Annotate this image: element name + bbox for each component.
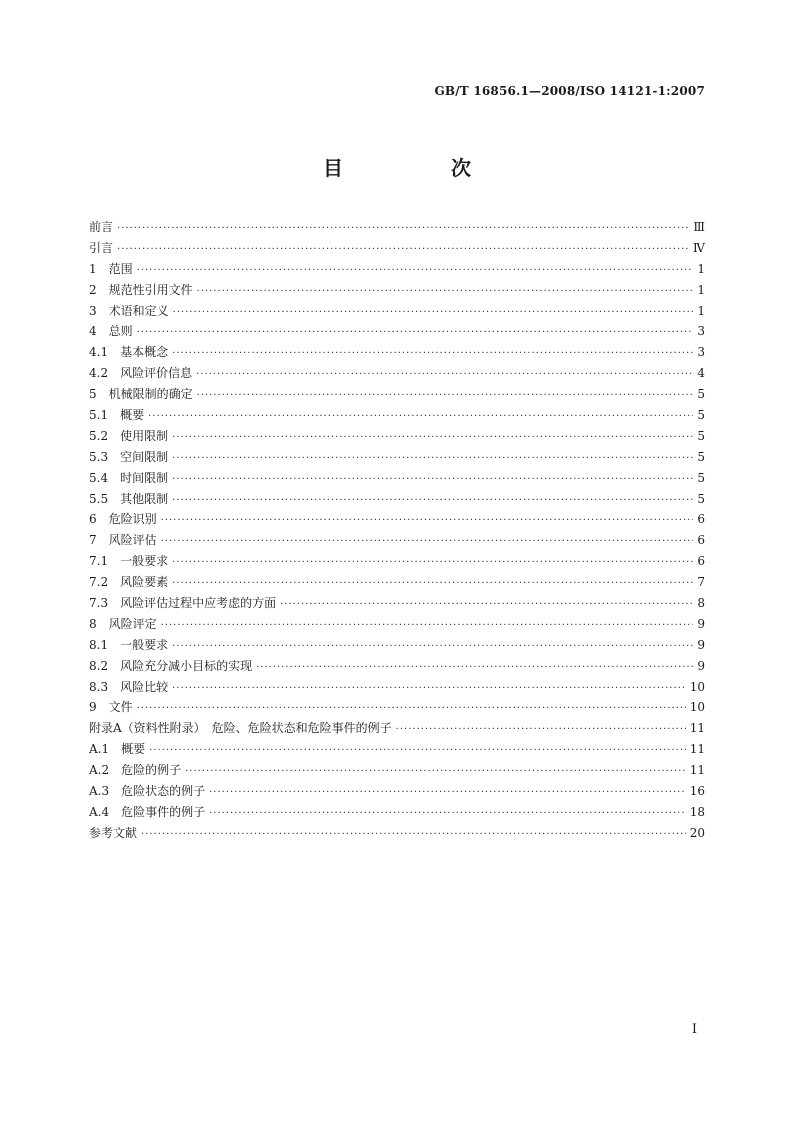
toc-dot-leader bbox=[209, 804, 686, 825]
toc-entry-page: 6 bbox=[697, 554, 705, 569]
toc-entry-label: A.2 危险的例子 bbox=[89, 763, 182, 778]
toc-entry-page: 11 bbox=[689, 763, 705, 778]
toc-entry-label: 5.4 时间限制 bbox=[89, 470, 169, 485]
toc-entry-label: 1 范围 bbox=[89, 261, 133, 276]
toc-entry-page: 5 bbox=[697, 449, 705, 464]
toc-entry bbox=[89, 468, 705, 489]
toc-dot-leader bbox=[256, 658, 693, 679]
toc-entry bbox=[89, 280, 705, 301]
toc-entry bbox=[89, 489, 705, 510]
toc-entry bbox=[89, 301, 705, 322]
toc-entry-label: 6 危险识别 bbox=[89, 512, 157, 527]
toc-dot-leader bbox=[161, 532, 694, 553]
toc-entry-page: 9 bbox=[697, 637, 705, 652]
toc-dot-leader bbox=[148, 407, 693, 428]
toc-dot-leader bbox=[197, 386, 694, 407]
table-of-contents bbox=[89, 217, 705, 844]
toc-entry-label: 5.2 使用限制 bbox=[89, 428, 169, 443]
toc-dot-leader bbox=[149, 741, 686, 762]
toc-dot-leader bbox=[196, 365, 693, 386]
toc-entry bbox=[89, 426, 705, 447]
toc-entry bbox=[89, 572, 705, 593]
toc-entry-page: 8 bbox=[697, 596, 705, 611]
toc-entry-page: 6 bbox=[697, 512, 705, 527]
toc-entry-label: 8.2 风险充分减小目标的实现 bbox=[89, 658, 253, 673]
toc-entry-label: 参考文献 bbox=[89, 825, 138, 840]
toc-dot-leader bbox=[137, 699, 686, 720]
toc-dot-leader bbox=[172, 449, 693, 470]
standard-code-header: GB/T 16856.1—2008/ISO 14121-1:2007 bbox=[434, 84, 705, 98]
toc-entry-label: 8.3 风险比较 bbox=[89, 679, 169, 694]
toc-entry-page: 4 bbox=[697, 366, 705, 381]
toc-entry-label: 8 风险评定 bbox=[89, 616, 157, 631]
toc-entry bbox=[89, 635, 705, 656]
toc-entry-label: A.1 概要 bbox=[89, 742, 146, 757]
toc-entry bbox=[89, 760, 705, 781]
toc-entry-page: 20 bbox=[689, 825, 705, 840]
toc-entry-label: A.4 危险事件的例子 bbox=[89, 804, 206, 819]
toc-entry bbox=[89, 509, 705, 530]
toc-entry-label: 7.1 一般要求 bbox=[89, 554, 169, 569]
toc-entry-label: 5.5 其他限制 bbox=[89, 491, 169, 506]
toc-entry bbox=[89, 718, 705, 739]
toc-dot-leader bbox=[137, 323, 694, 344]
toc-entry-label: 7.2 风险要素 bbox=[89, 575, 169, 590]
toc-dot-leader bbox=[141, 825, 686, 846]
toc-entry-label: 5.1 概要 bbox=[89, 408, 145, 423]
toc-entry-page: 1 bbox=[697, 261, 705, 276]
toc-dot-leader bbox=[396, 720, 686, 741]
toc-entry bbox=[89, 677, 705, 698]
toc-dot-leader bbox=[209, 783, 686, 804]
toc-entry-label: 7.3 风险评估过程中应考虑的方面 bbox=[89, 596, 277, 611]
toc-entry bbox=[89, 697, 705, 718]
toc-entry-page: 9 bbox=[697, 658, 705, 673]
page-number: I bbox=[691, 1022, 697, 1037]
toc-dot-leader bbox=[172, 574, 693, 595]
toc-entry bbox=[89, 259, 705, 280]
toc-entry-label: 4.1 基本概念 bbox=[89, 345, 169, 360]
toc-entry-label: 9 文件 bbox=[89, 700, 133, 715]
toc-entry-label: 前言 bbox=[89, 220, 114, 234]
toc-entry bbox=[89, 447, 705, 468]
toc-dot-leader bbox=[172, 553, 693, 574]
page-title: 目 次 bbox=[323, 156, 515, 180]
toc-entry bbox=[89, 739, 705, 760]
toc-entry-page: 1 bbox=[697, 282, 705, 297]
toc-dot-leader bbox=[172, 344, 693, 365]
toc-entry-label: 8.1 一般要求 bbox=[89, 637, 169, 652]
toc-entry-label: 引言 bbox=[89, 240, 114, 255]
toc-entry-page: 7 bbox=[697, 575, 705, 590]
toc-entry-label: 5 机械限制的确定 bbox=[89, 387, 193, 402]
toc-dot-leader bbox=[161, 616, 694, 637]
toc-dot-leader bbox=[172, 491, 693, 512]
toc-entry bbox=[89, 342, 705, 363]
toc-entry-label: 2 规范性引用文件 bbox=[89, 282, 193, 297]
toc-entry-page: 18 bbox=[689, 804, 705, 819]
toc-entry-label: 3 术语和定义 bbox=[89, 303, 169, 318]
toc-entry-page: 3 bbox=[697, 345, 705, 360]
toc-entry-page: 16 bbox=[689, 784, 705, 799]
toc-entry-page: 9 bbox=[697, 616, 705, 631]
toc-entry bbox=[89, 530, 705, 551]
toc-dot-leader bbox=[172, 470, 693, 491]
toc-entry-label: 附录A（资料性附录） 危险、危险状态和危险事件的例子 bbox=[89, 721, 392, 736]
toc-entry bbox=[89, 551, 705, 572]
toc-entry-page: 1 bbox=[697, 303, 705, 318]
toc-entry-label: A.3 危险状态的例子 bbox=[89, 784, 206, 799]
toc-dot-leader bbox=[185, 762, 686, 783]
toc-entry-page: 5 bbox=[697, 491, 705, 506]
toc-entry-page: 6 bbox=[697, 533, 705, 548]
toc-dot-leader bbox=[172, 637, 693, 658]
toc-dot-leader bbox=[172, 679, 686, 700]
toc-dot-leader bbox=[173, 303, 694, 324]
toc-entry-page: 10 bbox=[689, 679, 705, 694]
toc-entry bbox=[89, 384, 705, 405]
toc-entry-page: 11 bbox=[689, 742, 705, 757]
toc-entry bbox=[89, 238, 705, 259]
toc-entry bbox=[89, 802, 705, 823]
toc-entry-label: 4.2 风险评价信息 bbox=[89, 366, 193, 381]
toc-dot-leader bbox=[161, 511, 694, 532]
toc-dot-leader bbox=[172, 428, 693, 449]
toc-entry bbox=[89, 614, 705, 635]
toc-entry bbox=[89, 363, 705, 384]
toc-entry-page: 5 bbox=[697, 428, 705, 443]
toc-dot-leader bbox=[137, 261, 694, 282]
toc-entry bbox=[89, 593, 705, 614]
toc-entry bbox=[89, 405, 705, 426]
toc-entry-page: 10 bbox=[689, 700, 705, 715]
toc-dot-leader bbox=[280, 595, 693, 616]
toc-entry-page: 11 bbox=[689, 721, 705, 736]
toc-entry-label: 7 风险评估 bbox=[89, 533, 157, 548]
toc-entry bbox=[89, 321, 705, 342]
toc-entry-page: 5 bbox=[697, 470, 705, 485]
toc-entry-label: 4 总则 bbox=[89, 324, 133, 339]
toc-dot-leader bbox=[117, 219, 689, 240]
toc-entry-page: 3 bbox=[697, 324, 705, 339]
toc-dot-leader bbox=[197, 282, 694, 303]
toc-entry-page: Ⅳ bbox=[693, 240, 705, 255]
toc-entry-label: 5.3 空间限制 bbox=[89, 449, 169, 464]
toc-entry-page: Ⅲ bbox=[693, 220, 705, 234]
toc-entry-page: 5 bbox=[697, 408, 705, 423]
toc-entry bbox=[89, 656, 705, 677]
toc-entry bbox=[89, 217, 705, 238]
toc-dot-leader bbox=[117, 240, 689, 261]
toc-entry-page: 5 bbox=[697, 387, 705, 402]
toc-entry bbox=[89, 823, 705, 844]
toc-entry bbox=[89, 781, 705, 802]
